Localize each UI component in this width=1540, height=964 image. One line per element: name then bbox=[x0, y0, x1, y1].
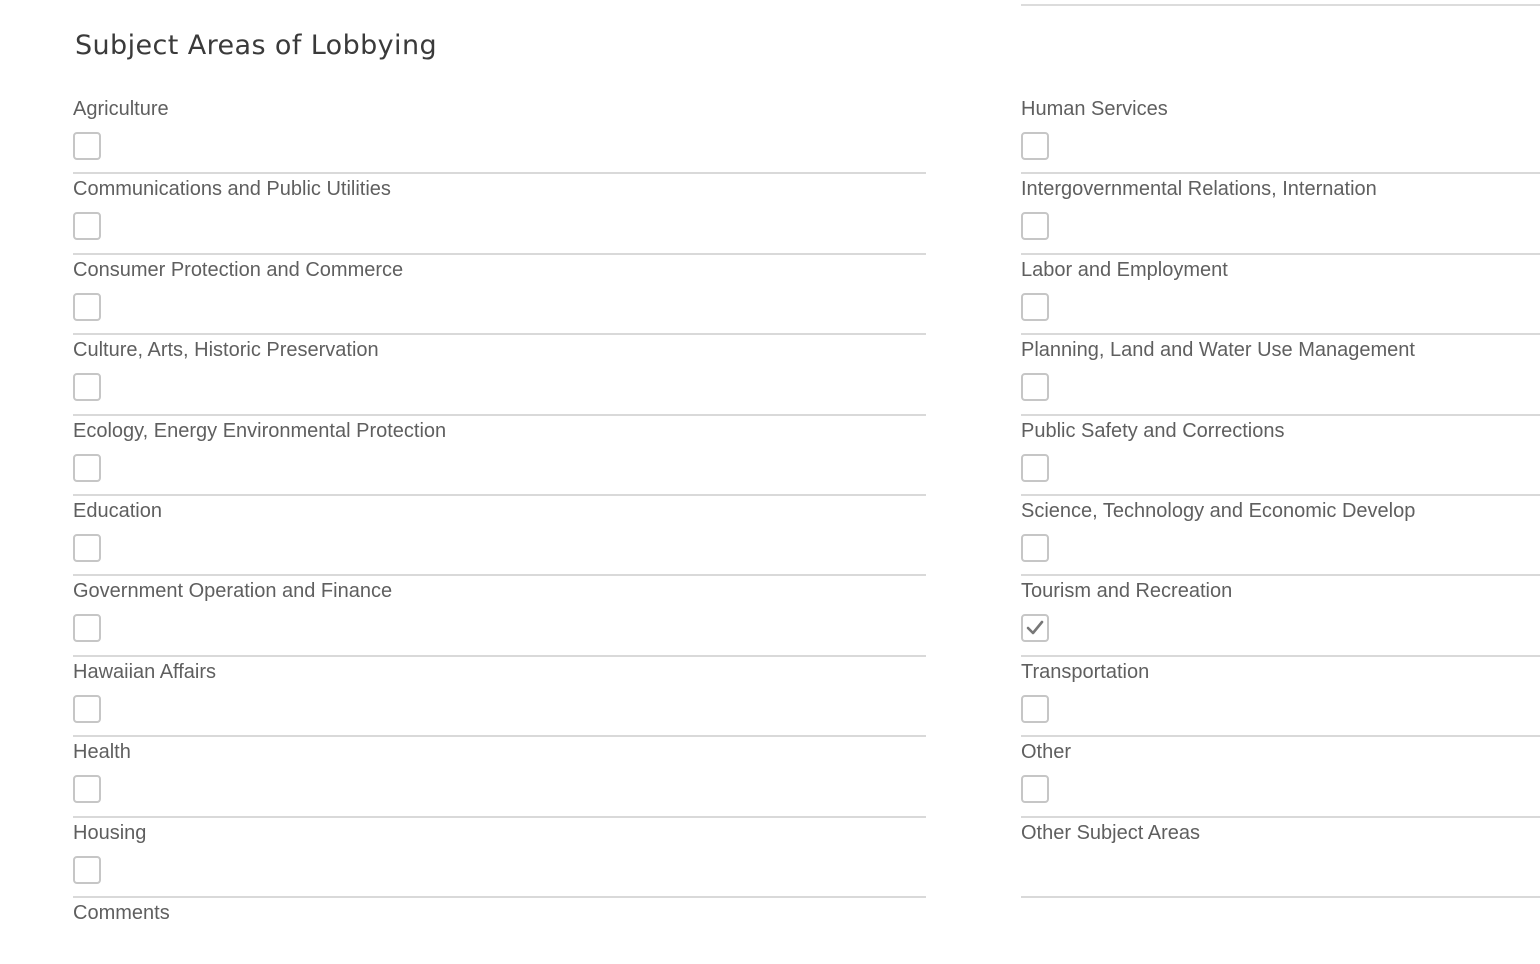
subject-area-label: Public Safety and Corrections bbox=[1021, 419, 1285, 442]
subject-area-field bbox=[73, 576, 926, 656]
top-divider bbox=[1021, 4, 1540, 6]
subject-area-checkbox[interactable] bbox=[1021, 212, 1049, 240]
subject-area-checkbox[interactable] bbox=[1021, 534, 1049, 562]
subject-area-field bbox=[1021, 737, 1540, 817]
comments-label: Comments bbox=[73, 901, 170, 924]
subject-area-label: Other bbox=[1021, 741, 1072, 764]
subject-area-label: Health bbox=[73, 741, 131, 764]
other-subject-areas-field bbox=[1021, 818, 1540, 898]
subject-area-field bbox=[73, 496, 926, 576]
subject-area-checkbox[interactable] bbox=[73, 856, 101, 884]
subject-area-label: Communications and Public Utilities bbox=[73, 178, 391, 201]
subject-area-field bbox=[73, 174, 926, 254]
subject-area-field bbox=[1021, 576, 1540, 656]
subject-area-field bbox=[73, 94, 926, 174]
subject-area-checkbox[interactable] bbox=[73, 614, 101, 642]
subject-area-label: Agriculture bbox=[73, 98, 169, 120]
other-subject-areas-label: Other Subject Areas bbox=[1021, 821, 1200, 844]
subject-area-label: Government Operation and Finance bbox=[73, 580, 393, 603]
subject-area-checkbox[interactable] bbox=[1021, 695, 1049, 723]
subject-area-checkbox[interactable] bbox=[73, 373, 101, 401]
subject-area-field bbox=[1021, 416, 1540, 496]
subject-area-checkbox[interactable] bbox=[1021, 454, 1049, 482]
subject-area-field bbox=[73, 657, 926, 737]
section-title: Subject Areas of Lobbying bbox=[75, 30, 438, 61]
right-column bbox=[1021, 94, 1540, 898]
subject-area-label: Planning, Land and Water Use Management bbox=[1021, 339, 1415, 362]
subject-area-checkbox[interactable] bbox=[73, 132, 101, 160]
subject-area-field bbox=[73, 416, 926, 496]
subject-area-field bbox=[73, 737, 926, 817]
subject-area-field bbox=[73, 255, 926, 335]
subject-area-checkbox[interactable] bbox=[1021, 775, 1049, 803]
subject-area-label: Labor and Employment bbox=[1021, 258, 1228, 281]
subject-area-label: Tourism and Recreation bbox=[1021, 580, 1233, 603]
subject-area-checkbox[interactable] bbox=[1021, 293, 1049, 321]
other-subject-areas-input[interactable] bbox=[1021, 858, 1540, 892]
subject-area-label: Housing bbox=[73, 821, 147, 844]
left-column bbox=[73, 94, 926, 938]
subject-area-label: Consumer Protection and Commerce bbox=[73, 258, 404, 281]
subject-area-label: Human Services bbox=[1021, 98, 1168, 120]
subject-area-checkbox[interactable] bbox=[73, 534, 101, 562]
subject-area-field bbox=[1021, 335, 1540, 415]
subject-area-field bbox=[1021, 496, 1540, 576]
comments-field bbox=[73, 898, 926, 938]
subject-area-checkbox[interactable] bbox=[73, 775, 101, 803]
subject-area-field bbox=[1021, 174, 1540, 254]
subject-area-label: Intergovernmental Relations, Internation bbox=[1021, 178, 1377, 201]
subject-area-checkbox[interactable] bbox=[73, 212, 101, 240]
subject-area-label: Transportation bbox=[1021, 660, 1150, 683]
subject-area-label: Culture, Arts, Historic Preservation bbox=[73, 339, 379, 362]
subject-area-checkbox[interactable] bbox=[1021, 373, 1049, 401]
subject-area-checkbox[interactable] bbox=[1021, 614, 1049, 642]
subject-area-checkbox[interactable] bbox=[73, 454, 101, 482]
subject-area-checkbox[interactable] bbox=[73, 695, 101, 723]
subject-area-label: Ecology, Energy Environmental Protection bbox=[73, 419, 447, 442]
subject-area-field bbox=[73, 818, 926, 898]
subject-area-field bbox=[1021, 657, 1540, 737]
subject-area-field bbox=[1021, 255, 1540, 335]
subject-area-field bbox=[73, 335, 926, 415]
subject-area-field bbox=[1021, 94, 1540, 174]
subject-area-label: Education bbox=[73, 499, 162, 522]
subject-area-label: Science, Technology and Economic Develop bbox=[1021, 499, 1416, 522]
subject-area-checkbox[interactable] bbox=[73, 293, 101, 321]
subject-area-label: Hawaiian Affairs bbox=[73, 660, 217, 683]
checkmark-icon bbox=[1026, 620, 1044, 636]
subject-area-checkbox[interactable] bbox=[1021, 132, 1049, 160]
